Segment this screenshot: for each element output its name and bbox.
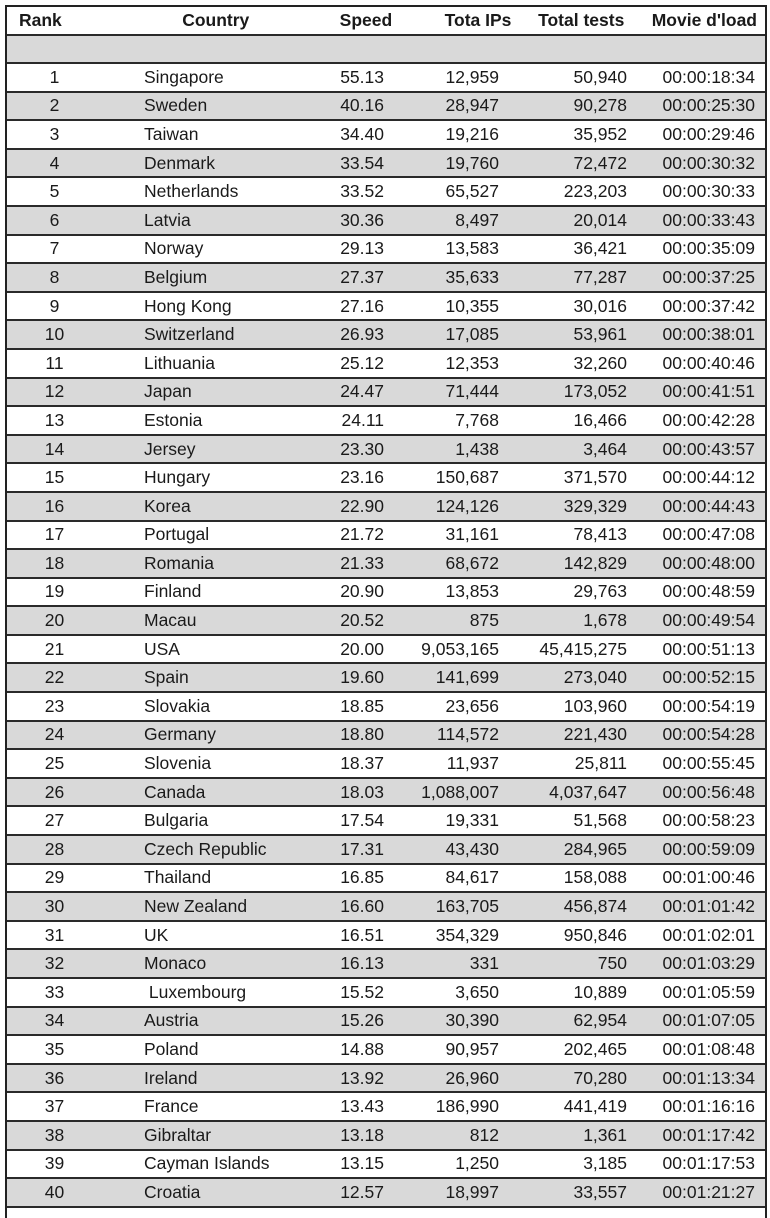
cell-total-tests: 32,260 — [573, 352, 627, 373]
cell-speed: 21.33 — [340, 552, 384, 573]
column-header-total-tests: Total tests — [538, 10, 625, 30]
cell-speed: 13.18 — [340, 1124, 384, 1145]
cell-total-ips: 71,444 — [445, 381, 499, 402]
cell-movie-download: 00:01:17:53 — [662, 1153, 755, 1174]
table-row — [7, 750, 765, 779]
cell-rank: 34 — [44, 1010, 65, 1031]
cell-movie-download: 00:00:48:00 — [662, 552, 755, 573]
cell-country: Cayman Islands — [144, 1153, 270, 1174]
cell-speed: 16.85 — [340, 867, 384, 888]
cell-country: Belgium — [144, 266, 208, 287]
cell-speed: 23.16 — [340, 467, 384, 488]
table-row — [7, 379, 765, 408]
cell-movie-download: 00:00:52:15 — [662, 667, 755, 688]
table-row — [7, 64, 765, 93]
cell-total-ips: 30,390 — [445, 1010, 499, 1031]
column-header-rank: Rank — [19, 10, 62, 30]
cell-rank: 13 — [44, 409, 65, 430]
cell-total-tests: 371,570 — [563, 467, 627, 488]
cell-speed: 24.11 — [341, 409, 384, 430]
cell-rank: 22 — [44, 667, 65, 688]
cell-total-tests: 16,466 — [573, 409, 627, 430]
cell-total-ips: 812 — [469, 1124, 499, 1145]
cell-total-ips: 8,497 — [455, 209, 499, 230]
cell-country: Czech Republic — [144, 838, 267, 859]
cell-total-tests: 35,952 — [573, 123, 627, 144]
cell-speed: 15.26 — [340, 1010, 384, 1031]
cell-country: Finland — [144, 581, 202, 602]
table-row — [7, 865, 765, 894]
cell-country: Bulgaria — [144, 810, 209, 831]
column-header-speed: Speed — [339, 10, 393, 30]
cell-total-tests: 1,361 — [583, 1124, 627, 1145]
table-row — [7, 293, 765, 322]
cell-rank: 39 — [44, 1153, 65, 1174]
cell-rank: 37 — [44, 1096, 65, 1117]
cell-rank: 21 — [44, 638, 65, 659]
table-row — [7, 693, 765, 722]
cell-total-ips: 124,126 — [435, 495, 499, 516]
cell-speed: 55.13 — [340, 66, 384, 87]
cell-movie-download: 00:00:56:48 — [662, 781, 755, 802]
cell-rank: 33 — [44, 981, 65, 1002]
cell-total-ips: 354,329 — [435, 924, 499, 945]
cell-total-tests: 202,465 — [563, 1038, 627, 1059]
cell-total-ips: 35,633 — [445, 266, 499, 287]
cell-rank: 24 — [44, 724, 65, 745]
cell-rank: 23 — [44, 695, 65, 716]
cell-movie-download: 00:00:41:51 — [662, 381, 755, 402]
cell-total-tests: 950,846 — [563, 924, 627, 945]
cell-country: Hungary — [144, 467, 211, 488]
cell-rank: 36 — [44, 1067, 65, 1088]
cell-movie-download: 00:00:49:54 — [662, 610, 755, 631]
table-row — [7, 836, 765, 865]
cell-total-tests: 750 — [597, 953, 627, 974]
cell-movie-download: 00:00:37:25 — [662, 266, 755, 287]
table-header-row — [7, 7, 765, 36]
cell-speed: 30.36 — [340, 209, 384, 230]
cell-movie-download: 00:01:17:42 — [662, 1124, 755, 1145]
cell-country: Spain — [144, 667, 189, 688]
cell-total-ips: 11,937 — [446, 753, 499, 774]
cell-country: Netherlands — [144, 181, 239, 202]
table-row — [7, 436, 765, 465]
cell-movie-download: 00:00:48:59 — [662, 581, 755, 602]
cell-speed: 16.60 — [340, 896, 384, 917]
cell-total-ips: 114,572 — [437, 724, 499, 745]
column-header-movie-download: Movie d'load — [651, 10, 757, 30]
cell-total-tests: 103,960 — [563, 695, 627, 716]
cell-total-ips: 31,161 — [445, 524, 499, 545]
cell-movie-download: 00:00:33:43 — [662, 209, 755, 230]
table-row — [7, 1065, 765, 1094]
cell-rank: 19 — [44, 581, 65, 602]
cell-rank: 16 — [44, 495, 65, 516]
table-row — [7, 1122, 765, 1151]
cell-rank: 8 — [49, 266, 60, 287]
cell-movie-download: 00:00:40:46 — [662, 352, 755, 373]
cell-rank: 9 — [49, 295, 60, 316]
cell-total-tests: 25,811 — [574, 753, 627, 774]
table-row — [7, 779, 765, 808]
cell-total-ips: 43,430 — [445, 838, 499, 859]
cell-movie-download: 00:00:54:28 — [662, 724, 755, 745]
table-row — [7, 722, 765, 751]
cell-rank: 38 — [44, 1124, 65, 1145]
cell-movie-download: 00:00:58:23 — [662, 810, 755, 831]
cell-total-ips: 186,990 — [435, 1096, 499, 1117]
cell-total-ips: 9,053,165 — [421, 638, 499, 659]
cell-total-ips: 150,687 — [435, 467, 499, 488]
cell-rank: 28 — [44, 838, 65, 859]
blank-spacer-row — [7, 36, 765, 64]
cell-rank: 1 — [49, 66, 60, 87]
table-row — [7, 1008, 765, 1037]
cell-movie-download: 00:00:51:13 — [662, 638, 755, 659]
cell-rank: 29 — [44, 867, 65, 888]
cell-country: Latvia — [144, 209, 191, 230]
cell-total-ips: 19,331 — [445, 810, 499, 831]
cell-movie-download: 00:01:07:05 — [662, 1010, 755, 1031]
cell-total-ips: 12,353 — [445, 352, 499, 373]
cell-total-tests: 51,568 — [573, 810, 627, 831]
cell-total-tests: 20,014 — [573, 209, 627, 230]
cell-total-tests: 223,203 — [563, 181, 627, 202]
table-row — [7, 922, 765, 951]
cell-movie-download: 00:00:43:57 — [662, 438, 755, 459]
cell-movie-download: 00:00:38:01 — [662, 324, 755, 345]
cell-country: Denmark — [144, 152, 215, 173]
table-row — [7, 464, 765, 493]
cell-movie-download: 00:00:29:46 — [662, 123, 755, 144]
cell-country: Taiwan — [144, 123, 199, 144]
cell-movie-download: 00:01:01:42 — [662, 896, 755, 917]
cell-rank: 14 — [44, 438, 65, 459]
table-row — [7, 350, 765, 379]
cell-total-tests: 70,280 — [573, 1067, 627, 1088]
cell-movie-download: 00:00:30:32 — [662, 152, 755, 173]
cell-rank: 27 — [44, 810, 65, 831]
cell-total-tests: 329,329 — [563, 495, 627, 516]
cell-total-tests: 72,472 — [573, 152, 627, 173]
cell-total-ips: 141,699 — [435, 667, 499, 688]
cell-movie-download: 00:00:47:08 — [662, 524, 755, 545]
cell-rank: 11 — [45, 352, 64, 373]
cell-total-ips: 65,527 — [445, 181, 499, 202]
cell-movie-download: 00:01:03:29 — [662, 953, 755, 974]
cell-total-tests: 3,185 — [583, 1153, 627, 1174]
cell-rank: 18 — [44, 552, 65, 573]
cell-country: Korea — [144, 495, 191, 516]
table-row — [7, 550, 765, 579]
table-row — [7, 979, 765, 1008]
cell-country: Japan — [144, 381, 192, 402]
table-row — [7, 1179, 765, 1208]
cell-country: Thailand — [144, 867, 212, 888]
cell-speed: 13.92 — [340, 1067, 384, 1088]
cell-total-tests: 284,965 — [563, 838, 627, 859]
cell-total-tests: 3,464 — [583, 438, 627, 459]
table-row — [7, 178, 765, 207]
cell-movie-download: 00:01:16:16 — [662, 1096, 755, 1117]
cell-country: Macau — [144, 610, 197, 631]
cell-speed: 16.51 — [340, 924, 384, 945]
cell-total-ips: 12,959 — [445, 66, 499, 87]
cell-country: UK — [144, 924, 169, 945]
cell-speed: 21.72 — [340, 524, 384, 545]
cell-total-ips: 875 — [469, 610, 499, 631]
cell-country: Hong Kong — [144, 295, 232, 316]
cell-total-tests: 33,557 — [573, 1181, 627, 1202]
cell-movie-download: 00:00:59:09 — [662, 838, 755, 859]
cell-total-ips: 26,960 — [445, 1067, 499, 1088]
cell-total-tests: 53,961 — [573, 324, 627, 345]
cell-speed: 40.16 — [340, 95, 384, 116]
cell-total-ips: 19,216 — [445, 123, 499, 144]
cell-speed: 27.16 — [340, 295, 384, 316]
cell-movie-download: 00:00:30:33 — [662, 181, 755, 202]
cell-rank: 30 — [44, 896, 65, 917]
cell-country: Gibraltar — [144, 1124, 212, 1145]
cell-total-ips: 18,997 — [445, 1181, 499, 1202]
cell-speed: 33.52 — [340, 181, 384, 202]
table-row — [7, 407, 765, 436]
cell-total-tests: 4,037,647 — [549, 781, 627, 802]
cell-country: Switzerland — [144, 324, 235, 345]
cell-movie-download: 00:01:02:01 — [662, 924, 755, 945]
cell-country: Sweden — [144, 95, 208, 116]
cell-speed: 17.31 — [340, 838, 384, 859]
cell-movie-download: 00:01:13:34 — [662, 1067, 755, 1088]
cell-country: USA — [144, 638, 180, 659]
cell-country: Lithuania — [144, 352, 216, 373]
cell-speed: 19.60 — [340, 667, 384, 688]
cell-rank: 3 — [49, 123, 60, 144]
cell-total-tests: 142,829 — [563, 552, 627, 573]
cell-rank: 25 — [44, 753, 65, 774]
cell-speed: 29.13 — [340, 238, 384, 259]
cell-movie-download: 00:01:05:59 — [662, 981, 755, 1002]
cell-rank: 40 — [44, 1181, 65, 1202]
cell-total-tests: 1,678 — [583, 610, 627, 631]
cell-total-ips: 10,355 — [445, 295, 499, 316]
cell-speed: 33.54 — [340, 152, 384, 173]
cell-country: Poland — [144, 1038, 199, 1059]
cell-total-tests: 62,954 — [573, 1010, 627, 1031]
cell-total-ips: 13,583 — [445, 238, 499, 259]
cell-country: Romania — [144, 552, 215, 573]
cell-rank: 35 — [44, 1038, 65, 1059]
cell-country: Portugal — [144, 524, 210, 545]
cell-country: France — [144, 1096, 199, 1117]
cell-movie-download: 00:00:35:09 — [662, 238, 755, 259]
table-row — [7, 321, 765, 350]
table-tail-row — [7, 1208, 765, 1218]
cell-movie-download: 00:01:21:27 — [662, 1181, 755, 1202]
cell-total-tests: 158,088 — [563, 867, 627, 888]
cell-total-tests: 90,278 — [573, 95, 627, 116]
cell-speed: 18.85 — [340, 695, 384, 716]
table-row — [7, 1036, 765, 1065]
table-row — [7, 1151, 765, 1180]
cell-speed: 27.37 — [340, 266, 384, 287]
table-row — [7, 264, 765, 293]
cell-country: Germany — [144, 724, 216, 745]
cell-rank: 4 — [49, 152, 60, 173]
cell-total-ips: 28,947 — [445, 95, 499, 116]
cell-total-ips: 1,250 — [455, 1153, 499, 1174]
cell-speed: 34.40 — [340, 123, 384, 144]
cell-speed: 13.43 — [340, 1096, 384, 1117]
cell-total-ips: 163,705 — [435, 896, 499, 917]
cell-movie-download: 00:00:37:42 — [662, 295, 755, 316]
cell-speed: 18.80 — [340, 724, 384, 745]
cell-speed: 14.88 — [340, 1038, 384, 1059]
cell-total-ips: 17,085 — [445, 324, 499, 345]
cell-total-tests: 30,016 — [573, 295, 627, 316]
cell-country: Ireland — [144, 1067, 198, 1088]
cell-speed: 24.47 — [340, 381, 384, 402]
cell-total-tests: 77,287 — [573, 266, 627, 287]
cell-movie-download: 00:00:44:12 — [662, 467, 755, 488]
table-row — [7, 1093, 765, 1122]
cell-speed: 16.13 — [340, 953, 384, 974]
cell-speed: 18.03 — [340, 781, 384, 802]
cell-speed: 18.37 — [340, 753, 384, 774]
cell-total-tests: 10,889 — [573, 981, 627, 1002]
cell-rank: 15 — [44, 467, 65, 488]
cell-country: Slovakia — [144, 695, 211, 716]
table-body — [7, 64, 765, 1208]
cell-total-ips: 68,672 — [445, 552, 499, 573]
cell-rank: 5 — [49, 181, 60, 202]
table-row — [7, 207, 765, 236]
cell-total-ips: 7,768 — [455, 409, 499, 430]
cell-speed: 20.00 — [340, 638, 384, 659]
cell-speed: 13.15 — [340, 1153, 384, 1174]
table-row — [7, 236, 765, 265]
cell-movie-download: 00:00:18:34 — [662, 66, 755, 87]
table-row — [7, 893, 765, 922]
cell-speed: 25.12 — [340, 352, 384, 373]
cell-rank: 7 — [49, 238, 60, 259]
table-row — [7, 121, 765, 150]
cell-speed: 26.93 — [340, 324, 384, 345]
cell-speed: 12.57 — [340, 1181, 384, 1202]
cell-total-ips: 331 — [469, 953, 499, 974]
table-row — [7, 636, 765, 665]
cell-total-ips: 3,650 — [455, 981, 499, 1002]
cell-movie-download: 00:00:25:30 — [662, 95, 755, 116]
cell-rank: 26 — [44, 781, 65, 802]
cell-country: Jersey — [144, 438, 196, 459]
table-row — [7, 664, 765, 693]
table-row — [7, 579, 765, 608]
cell-total-tests: 273,040 — [563, 667, 627, 688]
cell-rank: 32 — [44, 953, 65, 974]
cell-movie-download: 00:00:44:43 — [662, 495, 755, 516]
table-row — [7, 93, 765, 122]
table-row — [7, 807, 765, 836]
cell-country: Monaco — [144, 953, 207, 974]
cell-total-ips: 19,760 — [445, 152, 499, 173]
table-row — [7, 150, 765, 179]
cell-rank: 2 — [49, 95, 60, 116]
cell-speed: 22.90 — [340, 495, 384, 516]
cell-total-ips: 23,656 — [445, 695, 499, 716]
cell-country: Singapore — [144, 66, 224, 87]
cell-country: Croatia — [144, 1181, 201, 1202]
cell-movie-download: 00:00:55:45 — [662, 753, 755, 774]
column-header-country: Country — [182, 10, 250, 30]
table-row — [7, 607, 765, 636]
cell-rank: 20 — [44, 610, 65, 631]
cell-total-ips: 1,438 — [455, 438, 499, 459]
cell-total-tests: 50,940 — [573, 66, 627, 87]
cell-rank: 10 — [44, 324, 65, 345]
cell-total-ips: 13,853 — [445, 581, 499, 602]
cell-total-tests: 173,052 — [563, 381, 627, 402]
cell-country: Slovenia — [144, 753, 212, 774]
cell-total-ips: 84,617 — [445, 867, 499, 888]
cell-total-tests: 36,421 — [573, 238, 627, 259]
cell-country: Austria — [144, 1010, 199, 1031]
cell-total-tests: 441,419 — [563, 1096, 627, 1117]
cell-movie-download: 00:00:42:28 — [662, 409, 755, 430]
cell-speed: 23.30 — [340, 438, 384, 459]
cell-speed: 20.90 — [340, 581, 384, 602]
cell-country: Estonia — [144, 409, 203, 430]
table-row — [7, 950, 765, 979]
cell-movie-download: 00:00:54:19 — [662, 695, 755, 716]
cell-speed: 20.52 — [340, 610, 384, 631]
cell-rank: 17 — [44, 524, 65, 545]
cell-country: Canada — [144, 781, 206, 802]
cell-total-tests: 29,763 — [573, 581, 627, 602]
cell-speed: 17.54 — [340, 810, 384, 831]
cell-rank: 6 — [49, 209, 60, 230]
cell-movie-download: 00:01:00:46 — [662, 867, 755, 888]
cell-country: New Zealand — [144, 896, 248, 917]
speed-ranking-table — [5, 5, 767, 1218]
table-row — [7, 493, 765, 522]
cell-movie-download: 00:01:08:48 — [662, 1038, 755, 1059]
cell-total-tests: 45,415,275 — [539, 638, 627, 659]
cell-speed: 15.52 — [340, 981, 384, 1002]
cell-rank: 12 — [44, 381, 65, 402]
cell-rank: 31 — [44, 924, 65, 945]
cell-total-ips: 90,957 — [445, 1038, 499, 1059]
cell-total-tests: 221,430 — [563, 724, 627, 745]
cell-total-tests: 456,874 — [563, 896, 627, 917]
column-header-total-ips: Tota IPs — [444, 10, 512, 30]
cell-total-ips: 1,088,007 — [421, 781, 499, 802]
table-row — [7, 522, 765, 551]
cell-country: Luxembourg — [144, 981, 247, 1002]
cell-total-tests: 78,413 — [573, 524, 627, 545]
cell-country: Norway — [144, 238, 204, 259]
